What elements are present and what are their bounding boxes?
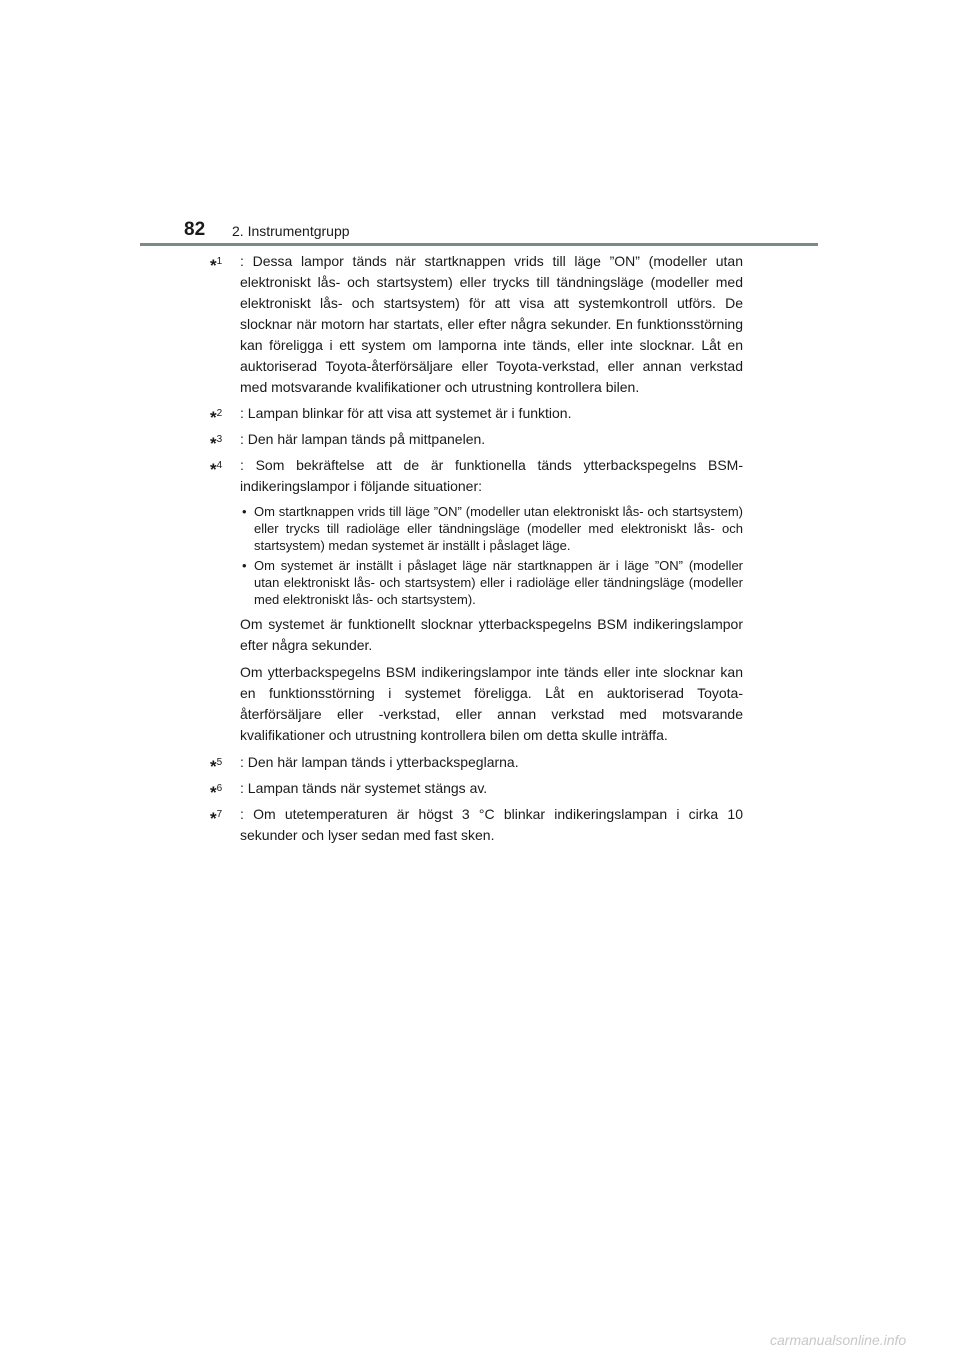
footnote-text: : Dessa lampor tänds när startknappen vrids till läge ”ON” (modeller utan elektroniskt lås- och startsystem) eller trycks till tändningsläge (modeller med elektroniskt lås- och startsystem) för att visa att systemkontroll utförs. De slocknar när motorn har startats, eller efter några sekunder. En funktionsstörning kan föreligga i ett system om lamporna inte tänds, eller inte slocknar. Låt en auktoriserad Toyota-återförsäljare eller Toyota-verkstad, eller annan verkstad med motsvarande kvalifikationer och utrustning kontrollera bilen. — [240, 253, 743, 395]
footnote-text: : Som bekräftelse att de är funktionella tänds ytterbackspegelns BSM-indikeringslampor i följande situationer: — [240, 457, 743, 494]
footnotes-section — [210, 251, 743, 851]
footnote-3 — [210, 429, 743, 453]
footnote-6 — [210, 778, 743, 802]
footnote-marker: *$^3$ — [210, 434, 223, 453]
footnote-5 — [210, 752, 743, 776]
footnote-4 — [210, 455, 743, 746]
footnote-text: : Lampan tänds när systemet stängs av. — [240, 780, 488, 796]
footnote-marker: *$^6$ — [210, 783, 223, 802]
watermark: carmanualsonline.info — [770, 1332, 907, 1348]
footnote-text: : Den här lampan tänds i ytterbackspeglarna. — [240, 754, 519, 770]
footnote-text: : Lampan blinkar för att visa att systemet är i funktion. — [240, 405, 572, 421]
section-title: 2. Instrumentgrupp — [232, 223, 350, 239]
header-divider — [140, 243, 818, 246]
footnote-text: : Om utetemperaturen är högst 3 °C blinkar indikeringslampan i cirka 10 sekunder och lyser sedan med fast sken. — [240, 806, 743, 843]
footnote-paragraph: Om systemet är funktionellt slocknar ytterbackspegelns BSM indikeringslampor efter några sekunder. — [240, 616, 743, 653]
footnote-paragraph: Om ytterbackspegelns BSM indikeringslampor inte tänds eller inte slocknar kan en funktionsstörning i systemet föreligga. Låt en auktoriserad Toyota-återförsäljare eller -verkstad, eller annan verkstad med motsvarande kvalifikationer och utrustning kontrollera bilen om detta skulle inträffa. — [240, 664, 743, 743]
bullet-item: • Om systemet är inställt i påslaget läge när startknappen är i läge ”ON” (modeller utan elektroniskt lås- och startsystem) eller i radioläge eller tändningsläge (modeller med elektroniskt lås- och startsystem). — [242, 558, 743, 607]
footnote-marker: *$^5$ — [210, 757, 223, 776]
footnote-marker: *$^7$ — [210, 809, 223, 828]
footnote-marker: *$^4$ — [210, 460, 223, 479]
bullet-dot-icon: • — [242, 504, 247, 519]
bullet-list — [240, 503, 743, 608]
footnote-1 — [210, 251, 743, 398]
page-number: 82 — [184, 219, 206, 240]
bullet-dot-icon: • — [242, 558, 247, 573]
footnote-7 — [210, 804, 743, 846]
footnote-marker: *$^2$ — [210, 408, 223, 427]
footnote-marker: *$^1$ — [210, 256, 223, 275]
footnote-text: : Den här lampan tänds på mittpanelen. — [240, 431, 486, 447]
bullet-item: • Om startknappen vrids till läge ”ON” (modeller utan elektroniskt lås- och startsystem) eller trycks till radioläge eller tändningsläge (modeller med elektroniskt lås- och startsystem) medan systemet är inställt i påslaget läge. — [242, 504, 743, 553]
footnote-2 — [210, 403, 743, 427]
